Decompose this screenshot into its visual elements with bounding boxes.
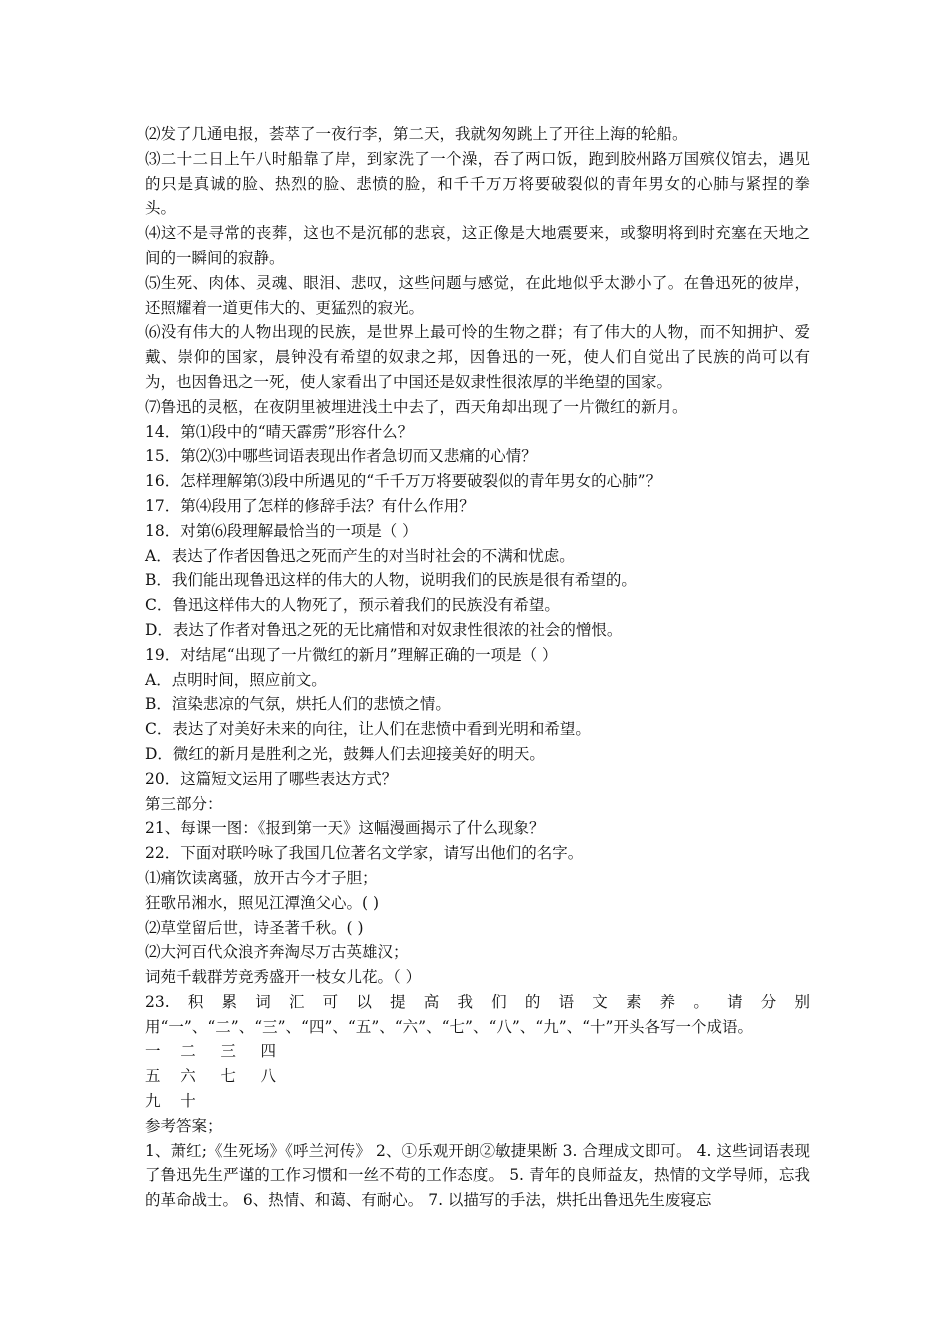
question-14: 14．第⑴段中的“晴天霹雳”形容什么？: [145, 422, 414, 441]
question-18-option-c: C．鲁迅这样伟大的人物死了，预示着我们的民族没有希望。: [145, 596, 560, 615]
passage: [145, 122, 810, 420]
question-18-stem: 18．对第⑹段理解最恰当的一项是（ ）: [145, 521, 418, 540]
question-18-option-d: D．表达了作者对鲁迅之死的无比痛惜和对奴隶性很浓的社会的憎恨。: [145, 620, 623, 639]
question-17: 17．第⑷段用了怎样的修辞手法？有什么作用？: [145, 496, 475, 515]
question-21: 21、每课一图：《报到第一天》这幅漫画揭示了什么现象？: [145, 819, 545, 838]
question-19-option-b: B．渲染悲凉的气氛，烘托人们的悲愤之情。: [145, 695, 451, 714]
question-20: 20．这篇短文运用了哪些表达方式？: [145, 769, 398, 788]
part-three: [145, 792, 810, 1114]
question-19-option-d: D．微红的新月是胜利之光，鼓舞人们去迎接美好的明天。: [145, 744, 545, 763]
couplet-line-5: 词苑千载群芳竞秀盛开一枝女儿花。（ ）: [145, 968, 422, 987]
paragraph-3: ⑶二十二日上午八时船靠了岸，到家洗了一个澡，吞了两口饭，跑到胶州路万国殡仪馆去，遇见的只是真诚的脸、热烈的脸、悲愤的脸，和千千万万将要破裂似的青年男女的心肺与紧捏的拳头。: [145, 149, 810, 218]
question-23-stem: 23.积累词汇可以提高我们的语文素养。请分别用“一”、“二”、“三”、“四”、“五”、“六”、“七”、“八”、“九”、“十”开头各写一个成语。: [145, 992, 810, 1036]
answers: [145, 1114, 810, 1213]
answers-text: 1、萧红;《生死场》《呼兰河传》 2、①乐观开朗②敏捷果断 3. 合理成文即可。 4. 这些词语表现了鲁迅先生严谨的工作习惯和一丝不苟的工作态度。 5. 青年的良师益友，热情的文学导师，忘我的革命战士。 6、热情、和蔼、有耐心。 7. 以描写的手法，烘托出鲁迅先生废寝忘: [145, 1141, 810, 1210]
idiom-row-3: 九 十: [145, 1092, 196, 1111]
question-16: 16．怎样理解第⑶段中所遇见的“千千万万将要破裂似的青年男女的心肺”？: [145, 472, 662, 491]
couplet-line-1: ⑴痛饮读离骚，放开古今才子胆；: [145, 868, 378, 887]
couplet-line-2: 狂歌吊湘水，照见江潭渔父心。( ): [145, 893, 380, 912]
part-three-heading: 第三部分：: [145, 794, 223, 813]
paragraph-7: ⑺鲁迅的灵柩，在夜阴里被埋进浅土中去了，西天角却出现了一片微红的新月。: [145, 397, 688, 416]
question-15: 15．第⑵⑶中哪些词语表现出作者急切而又悲痛的心情？: [145, 447, 537, 466]
paragraph-5: ⑸生死、肉体、灵魂、眼泪、悲叹，这些问题与感觉，在此地似乎太渺小了。在鲁迅死的彼岸，还照耀着一道更伟大的、更猛烈的寂光。: [145, 273, 810, 317]
question-18-option-a: A．表达了作者因鲁迅之死而产生的对当时社会的不满和忧虑。: [145, 546, 575, 565]
questions: [145, 420, 810, 792]
idiom-row-1: 一 二 三 四: [145, 1042, 276, 1061]
question-18-option-b: B．我们能出现鲁迅这样的伟大的人物，说明我们的民族是很有希望的。: [145, 571, 637, 590]
document-page: [145, 122, 810, 1213]
question-19-option-a: A．点明时间，照应前文。: [145, 670, 327, 689]
question-19-stem: 19．对结尾“出现了一片微红的新月”理解正确的一项是（ ）: [145, 645, 558, 664]
answers-heading: 参考答案；: [145, 1116, 223, 1135]
couplet-line-3: ⑵草堂留后世，诗圣著千秋。( ): [145, 918, 364, 937]
idiom-row-2: 五 六 七 八: [145, 1067, 276, 1086]
paragraph-2: ⑵发了几通电报，荟萃了一夜行李，第二天，我就匆匆跳上了开往上海的轮船。: [145, 125, 688, 143]
paragraph-4: ⑷这不是寻常的丧葬，这也不是沉郁的悲哀，这正像是大地震要来，或黎明将到时充塞在天地之间的一瞬间的寂静。: [145, 224, 810, 267]
question-22-stem: 22．下面对联吟咏了我国几位著名文学家，请写出他们的名字。: [145, 844, 584, 863]
couplet-line-4: ⑵大河百代众浪齐奔淘尽万古英雄汉；: [145, 943, 409, 962]
paragraph-6: ⑹没有伟大的人物出现的民族，是世界上最可怜的生物之群；有了伟大的人物，而不知拥护、爱戴、崇仰的国家，晨钟没有希望的奴隶之邦，因鲁迅的一死，使人们自觉出了民族的尚可以有为，也因鲁迅之一死，使人家看出了中国还是奴隶性很浓厚的半绝望的国家。: [145, 323, 810, 391]
question-19-option-c: C．表达了对美好未来的向往，让人们在悲愤中看到光明和希望。: [145, 720, 591, 739]
